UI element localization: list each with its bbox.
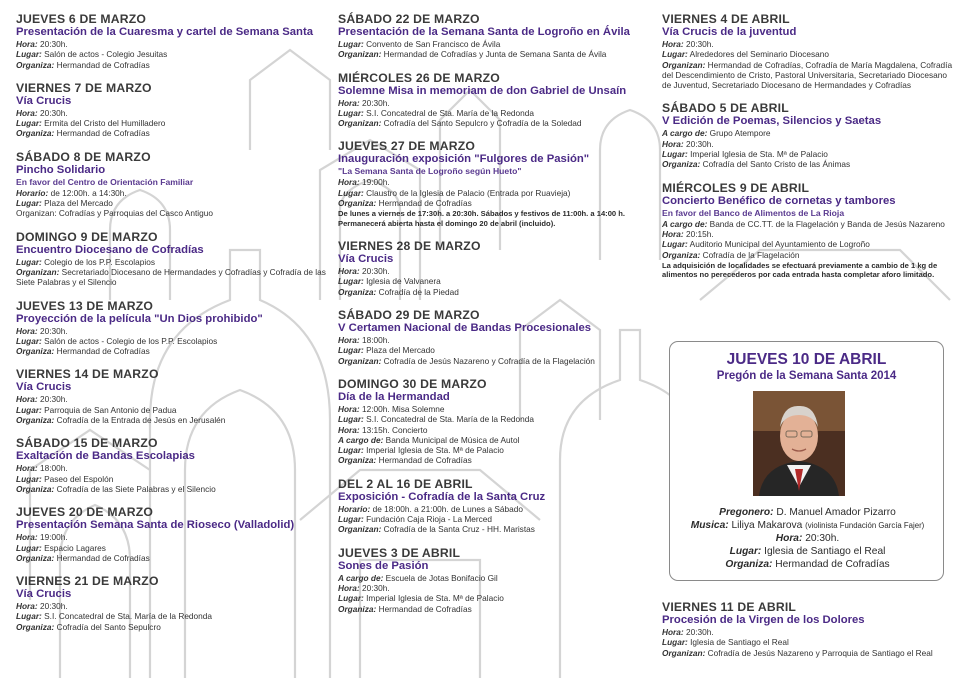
detail-label: Organizan: (338, 118, 382, 129)
event-date: MIÉRCOLES 26 DE MARZO (338, 70, 500, 85)
event-block (16, 367, 334, 425)
event-detail (16, 188, 334, 198)
event-title: Vía Crucis (338, 253, 394, 266)
detail-value: Paseo del Espolón (44, 473, 114, 484)
event-detail (338, 335, 656, 345)
detail-label: Lugar: (662, 637, 688, 648)
event-date: VIERNES 28 DE MARZO (338, 239, 481, 254)
event-title: Solemne Misa in memoriam de don Gabriel de Unsaín (338, 84, 627, 97)
event-title: Concierto Benéfico de cornetas y tambores (662, 194, 896, 207)
detail-label: Organizan: (16, 266, 60, 277)
detail-label: Organizan: (338, 355, 382, 366)
event-detail (16, 257, 334, 267)
detail-label: A cargo de: (338, 434, 384, 445)
detail-label: Hora: (16, 107, 38, 118)
event-title: Vía Crucis de la juventud (662, 26, 797, 38)
detail-value: de 12:00h. a 14:30h. (50, 187, 127, 198)
detail-label: Lugar: (338, 414, 364, 425)
detail-value: Hermandad de Cofradías (56, 346, 150, 357)
detail-label: Lugar: (338, 514, 364, 525)
event-note: De lunes a viernes de 17:30h. a 20:30h. Sábados y festivos de 11:00h. a 14:00 h. Permanecerá abierta hasta el domingo 20 de abril (incluido). (338, 209, 626, 228)
event-block (662, 12, 954, 90)
event-date: VIERNES 14 DE MARZO (16, 367, 159, 382)
detail-label: Hora: (16, 39, 38, 49)
event-title: Encuentro Diocesano de Cofradías (16, 243, 204, 256)
detail-value: Banda de CC.TT. de la Flagelación y Banda de Jesús Nazareno (709, 218, 945, 229)
detail-value: 13:15h. Concierto (361, 424, 428, 435)
event-title: Día de la Hermandad (338, 390, 450, 403)
detail-label: Lugar: (16, 542, 42, 553)
event-block (662, 600, 954, 658)
detail-label: Hora: (338, 582, 360, 593)
detail-value: Salón de actos - Colegio Jesuitas (44, 49, 168, 60)
detail-value: Iglesia de Valvanera (366, 276, 441, 287)
detail-label: Lugar: (338, 39, 364, 49)
event-title: V Edición de Poemas, Silencios y Saetas (662, 115, 882, 128)
detail-label: Organiza: (662, 249, 701, 260)
event-subtitle: "La Semana Santa de Logroño según Hueto" (338, 166, 522, 177)
detail-value: 20:15h. (685, 228, 714, 239)
event-detail (662, 229, 954, 239)
event-detail (338, 524, 656, 534)
event-detail (662, 39, 954, 49)
detail-value: Ermita del Cristo del Humilladero (44, 118, 166, 129)
event-date: JUEVES 27 DE MARZO (338, 139, 476, 154)
detail-value: Cofradía de la Flagelación (702, 249, 800, 260)
event-detail (338, 177, 656, 187)
detail-value: Cofradía del Santo Sepulcro y Cofradía de la Soledad (383, 118, 582, 129)
event-detail (662, 637, 954, 647)
detail-value: S.I. Concatedral de Sta. María de la Redonda (366, 414, 535, 425)
detail-label: Hora: (662, 138, 684, 149)
event-detail (16, 118, 334, 128)
event-block (662, 181, 954, 280)
event-detail (662, 60, 954, 91)
detail-value: Iglesia de Santiago el Real (690, 637, 789, 648)
event-block (338, 71, 656, 129)
detail-value: Imperial Iglesia de Sta. Mª de Palacio (366, 445, 504, 456)
detail-label: Organiza: (16, 128, 55, 139)
schedule-column-1 (16, 12, 334, 643)
event-block (338, 12, 656, 60)
event-detail (16, 532, 334, 542)
detail-label: Organiza: (16, 621, 55, 632)
event-date: VIERNES 4 DE ABRIL (662, 12, 790, 26)
event-title: Inauguración exposición "Fulgores de Pasión" (338, 153, 590, 166)
event-block (16, 230, 334, 288)
detail-label: Lugar: (16, 473, 42, 484)
event-detail (16, 49, 334, 59)
event-detail (16, 601, 334, 611)
detail-label: Hora: (662, 228, 684, 239)
detail-value: Alrededores del Seminario Diocesano (689, 49, 829, 60)
event-date: JUEVES 13 DE MARZO (16, 298, 154, 313)
event-detail (338, 345, 656, 355)
detail-label: Organizan: (662, 647, 706, 658)
detail-label: Organiza: (338, 603, 377, 614)
event-date: MIÉRCOLES 9 DE ABRIL (662, 180, 810, 195)
event-detail (338, 435, 656, 445)
detail-label: Lugar: (16, 198, 42, 209)
event-subtitle: En favor del Centro de Orientación Familiar (16, 176, 194, 187)
event-title: Exaltación de Bandas Escolapias (16, 450, 195, 463)
event-detail (338, 573, 656, 583)
detail-value: Imperial Iglesia de Sta. Mª de Palacio (366, 593, 504, 604)
detail-label: Organiza: (16, 483, 55, 494)
event-block (16, 574, 334, 632)
detail-value: 20:30h. (361, 97, 390, 108)
featured-event-box (669, 341, 944, 581)
detail-value: Escuela de Jotas Bonifacio Gil (385, 572, 498, 583)
event-title: Sones de Pasión (338, 559, 429, 572)
detail-value: Claustro de la Iglesia de Palacio (Entrada por Ruavieja) (366, 187, 571, 198)
event-date: SÁBADO 8 DE MARZO (16, 149, 151, 164)
detail-label: Hora: (16, 532, 38, 543)
detail-label: Hora: (338, 403, 360, 414)
event-detail (338, 414, 656, 424)
event-detail (16, 405, 334, 415)
event-detail (338, 49, 656, 59)
detail-value: Cofradía de Jesús Nazareno y Cofradía de la Flagelación (383, 355, 595, 366)
detail-label: Lugar: (338, 187, 364, 198)
event-detail (662, 250, 954, 260)
event-detail (16, 622, 334, 632)
detail-value: Cofradía de la Piedad (378, 286, 459, 297)
detail-value: Cofradía del Santo Sepulcro (56, 621, 161, 632)
event-detail (16, 543, 334, 553)
event-title: Presentación Semana Santa de Rioseco (Valladolid) (16, 519, 295, 532)
event-detail (16, 415, 334, 425)
detail-value: Plaza del Mercado (366, 345, 435, 356)
detail-value: 20:30h. (39, 107, 68, 118)
detail-label: Hora: (338, 335, 360, 346)
detail-label: Organiza: (16, 552, 55, 563)
event-detail (16, 336, 334, 346)
detail-label: Horario: (338, 503, 371, 514)
event-title: Presentación de la Cuaresma y cartel de Semana Santa (16, 26, 313, 38)
event-block (338, 377, 656, 466)
event-detail (338, 287, 656, 297)
event-block (338, 239, 656, 297)
event-date: JUEVES 20 DE MARZO (16, 505, 154, 520)
event-date: VIERNES 7 DE MARZO (16, 80, 152, 95)
event-detail (16, 39, 334, 49)
event-detail (338, 188, 656, 198)
detail-label: Lugar: (662, 149, 688, 160)
detail-value: 20:30h. (39, 325, 68, 336)
event-date: DOMINGO 9 DE MARZO (16, 229, 158, 244)
event-detail (662, 139, 954, 149)
event-detail (338, 266, 656, 276)
event-title: V Certamen Nacional de Bandas Procesionales (338, 322, 592, 335)
event-detail (16, 484, 334, 494)
detail-value: 20:30h. (39, 39, 68, 49)
schedule-column-3-bottom (662, 600, 954, 669)
event-detail (662, 49, 954, 59)
event-detail (16, 346, 334, 356)
detail-value: Hermandad de Cofradías (56, 552, 150, 563)
detail-value: Hermandad de Cofradías (56, 128, 150, 139)
detail-value: Hermandad de Cofradías (378, 455, 472, 466)
detail-value: Cofradía de la Santa Cruz - HH. Maristas (383, 524, 535, 535)
detail-value: 19:00h. (39, 532, 68, 543)
event-detail (338, 514, 656, 524)
detail-label: Hora: (338, 266, 360, 277)
event-date: DOMINGO 30 DE MARZO (338, 376, 487, 391)
event-block (338, 139, 656, 228)
detail-value: S.I. Concatedral de Sta. María de la Redonda (44, 611, 213, 622)
detail-value: 20:30h. (685, 138, 714, 149)
event-detail (338, 425, 656, 435)
detail-label: Lugar: (338, 107, 364, 118)
detail-value: Hermandad de Cofradías (378, 603, 472, 614)
detail-label: Lugar: (662, 239, 688, 250)
detail-value: 20:30h. (361, 582, 390, 593)
event-block (16, 299, 334, 357)
detail-label: Horario: (16, 187, 49, 198)
event-title: Proyección de la película "Un Dios prohibido" (16, 312, 263, 325)
detail-value: 12:00h. Misa Solemne (361, 403, 445, 414)
event-block (662, 101, 954, 169)
event-block (338, 477, 656, 535)
event-detail (338, 39, 656, 49)
event-detail (16, 553, 334, 563)
detail-value: Auditorio Municipal del Ayuntamiento de Logroño (689, 239, 870, 250)
event-detail (16, 60, 334, 70)
detail-label: Organiza: (16, 346, 55, 357)
detail-label: Organiza: (16, 415, 55, 426)
event-block (338, 308, 656, 366)
detail-label: Lugar: (16, 611, 42, 622)
event-date: SÁBADO 22 DE MARZO (338, 12, 480, 26)
detail-value: Salón de actos - Colegio de los P.P. Escolapios (44, 335, 218, 346)
detail-value: Colegio de los P.P. Escolapios (44, 256, 155, 267)
detail-value: Cofradía del Santo Cristo de las Ánimas (702, 159, 851, 170)
portrait-photo (753, 391, 845, 496)
event-detail (662, 627, 954, 637)
featured-info (676, 506, 939, 571)
detail-value: Convento de San Francisco de Ávila (366, 39, 501, 49)
detail-value: Banda Municipal de Música de Autol (385, 434, 520, 445)
detail-label: Organizan: (338, 524, 382, 535)
event-detail (16, 128, 334, 138)
detail-value: 20:30h. (361, 266, 390, 277)
detail-label: Lugar: (338, 445, 364, 456)
detail-value: Espacio Lagares (44, 542, 106, 553)
detail-label: Hora: (16, 601, 38, 612)
event-detail (338, 604, 656, 614)
event-title: Vía Crucis (16, 94, 72, 107)
detail-label: Hora: (16, 394, 38, 405)
detail-value: Cofradía de Jesús Nazareno y Parroquia de Santiago el Real (707, 647, 933, 658)
event-title: Vía Crucis (16, 588, 72, 601)
detail-label: Lugar: (338, 276, 364, 287)
event-block (16, 12, 334, 70)
event-detail (338, 504, 656, 514)
detail-label: Organiza: (338, 286, 377, 297)
detail-label: Organiza: (338, 455, 377, 466)
detail-label: Hora: (662, 627, 684, 637)
event-date: SÁBADO 15 DE MARZO (16, 436, 158, 451)
event-detail (16, 463, 334, 473)
event-detail (338, 445, 656, 455)
detail-label: Organiza: (16, 59, 55, 70)
detail-value: 20:30h. (39, 394, 68, 405)
detail-label: Hora: (662, 39, 684, 49)
detail-value: Cofradía de las Siete Palabras y el Silencio (56, 483, 216, 494)
detail-value: Fundación Caja Rioja - La Merced (366, 514, 493, 525)
event-detail (338, 356, 656, 366)
event-detail (662, 239, 954, 249)
event-block (16, 436, 334, 494)
detail-label: Lugar: (16, 118, 42, 129)
event-detail (16, 108, 334, 118)
event-detail (662, 219, 954, 229)
event-date: JUEVES 6 DE MARZO (16, 12, 147, 26)
detail-value: Imperial Iglesia de Sta. Mª de Palacio (690, 149, 828, 160)
detail-value: Hermandad de Cofradías (378, 198, 472, 209)
event-detail (338, 276, 656, 286)
event-detail (16, 474, 334, 484)
event-detail (338, 108, 656, 118)
detail-label: Hora: (338, 424, 360, 435)
event-date: JUEVES 3 DE ABRIL (338, 545, 461, 560)
event-title: Presentación de la Semana Santa de Logroño en Ávila (338, 26, 630, 38)
detail-value: S.I. Concatedral de Sta. María de la Redonda (366, 107, 535, 118)
event-detail (16, 267, 334, 288)
detail-value: Hermandad de Cofradías y Junta de Semana Santa de Ávila (383, 49, 607, 60)
event-detail (338, 198, 656, 208)
detail-value: Secretariado Diocesano de Hermandades y Cofradías y Cofradía de las Siete Palabras y el Silencio (16, 266, 326, 288)
event-date: DEL 2 AL 16 DE ABRIL (338, 476, 473, 491)
event-block (16, 150, 334, 219)
event-detail (662, 128, 954, 138)
event-date: VIERNES 11 DE ABRIL (662, 600, 797, 614)
event-block (16, 505, 334, 563)
detail-value: 20:30h. (39, 601, 68, 612)
detail-value: Parroquia de San Antonio de Padua (44, 404, 177, 415)
detail-label: Lugar: (16, 49, 42, 60)
detail-value: Hermandad de Cofradías, Cofradía de María Magdalena, Cofradía del Descendimiento de Cristo, Pastoral Universitaria, Secretariado Diocesano de Juventud, Secretariado Diocesano de Hermandades y Cofradías (662, 59, 953, 91)
event-detail (16, 611, 334, 621)
detail-label: Lugar: (662, 49, 688, 60)
featured-pregonero: Pregonero: D. Manuel Amador Pizarro (719, 507, 896, 518)
detail-value: 18:00h. (39, 463, 68, 474)
event-title: Exposición - Cofradía de la Santa Cruz (338, 490, 546, 503)
detail-value: 19:00h. (361, 177, 390, 188)
detail-label: Organiza: (338, 198, 377, 209)
detail-label: Organizan: (662, 59, 706, 70)
detail-value: Plaza del Mercado (44, 198, 113, 209)
event-title: Vía Crucis (16, 381, 72, 394)
featured-organiza: Organiza: Hermandad de Cofradías (725, 559, 890, 570)
detail-label: Hora: (16, 463, 38, 474)
featured-title: Pregón de la Semana Santa 2014 (716, 370, 897, 382)
event-detail (662, 648, 954, 658)
event-detail (16, 198, 334, 208)
detail-label: Hora: (338, 97, 360, 108)
featured-musica: Musica: Liliya Makarova (violinista Fundación García Fajer) (690, 520, 925, 531)
event-date: SÁBADO 29 DE MARZO (338, 308, 480, 323)
detail-value: 20:30h. (685, 39, 714, 49)
featured-lugar: Lugar: Iglesia de Santiago el Real (729, 546, 886, 557)
detail-label: Organizan: (338, 49, 382, 60)
detail-label: Lugar: (16, 256, 42, 267)
event-detail (662, 149, 954, 159)
event-detail (338, 455, 656, 465)
detail-value: Grupo Atempore (709, 128, 771, 139)
event-detail (338, 404, 656, 414)
event-title: Procesión de la Virgen de los Dolores (662, 614, 865, 626)
detail-label: Hora: (338, 177, 360, 188)
detail-label: Lugar: (338, 593, 364, 604)
event-date: SÁBADO 5 DE ABRIL (662, 101, 789, 116)
event-detail (338, 98, 656, 108)
event-detail (16, 326, 334, 336)
event-detail (662, 159, 954, 169)
featured-date: JUEVES 10 DE ABRIL (726, 351, 887, 368)
event-detail: Organizan: Cofradías y Parroquias del Casco Antiguo (16, 208, 213, 219)
detail-label: Lugar: (338, 345, 364, 356)
detail-label: A cargo de: (338, 572, 384, 583)
featured-hora: Hora: 20:30h. (775, 533, 840, 544)
schedule-column-3-top (662, 12, 954, 280)
detail-label: Organiza: (662, 159, 701, 170)
event-detail (338, 583, 656, 593)
detail-value: 18:00h. (361, 335, 390, 346)
detail-label: Lugar: (16, 335, 42, 346)
detail-label: Lugar: (16, 404, 42, 415)
event-title: Pincho Solidario (16, 163, 106, 176)
detail-label: A cargo de: (662, 218, 708, 229)
event-subtitle: En favor del Banco de Alimentos de La Rioja (662, 207, 845, 218)
event-detail (16, 394, 334, 404)
detail-value: 20:30h. (685, 627, 714, 637)
detail-value: Hermandad de Cofradías (56, 59, 150, 70)
event-block (338, 546, 656, 614)
event-note: La adquisición de localidades se efectuará previamente a cambio de 1 kg de alimentos no perecederos por cada entrada hasta completar aforo limitado. (662, 260, 938, 280)
detail-value: Cofradía de la Entrada de Jesús en Jerusalén (56, 415, 226, 426)
event-block (16, 81, 334, 139)
detail-label: A cargo de: (662, 128, 708, 139)
event-detail (338, 593, 656, 603)
detail-label: Hora: (16, 325, 38, 336)
detail-value: de 18:00h. a 21:00h. de Lunes a Sábado (372, 503, 523, 514)
schedule-column-2 (338, 12, 656, 625)
event-detail (338, 118, 656, 128)
event-date: VIERNES 21 DE MARZO (16, 574, 159, 589)
